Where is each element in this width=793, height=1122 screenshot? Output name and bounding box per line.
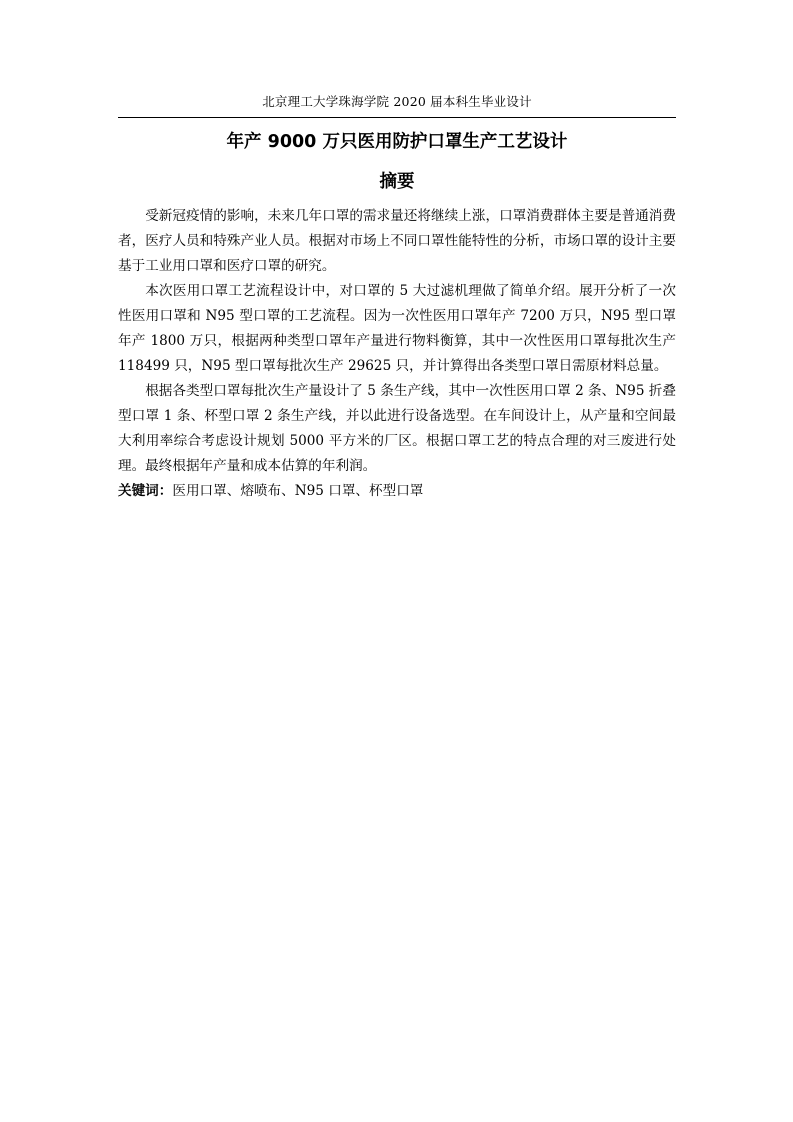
abstract-heading: 摘要	[379, 172, 415, 192]
running-header: 北京理工大学珠海学院 2020 届本科生毕业设计	[262, 94, 532, 109]
header-divider	[118, 117, 676, 118]
keywords-list: 医用口罩、熔喷布、N95 口罩、杯型口罩	[172, 483, 424, 499]
keywords-label: 关键词：	[118, 483, 173, 499]
abstract-paragraph-3: 根据各类型口罩每批次生产量设计了 5 条生产线，其中一次性医用口罩 2 条、N95 折叠型口罩 1 条、杯型口罩 2 条生产线，并以此进行设备选型。在车间设计上，从产量和空间最大利用率综合考虑设计规划 5000 平方米的厂区。根据口罩工艺的特点合理的对三废进行处理。最终根据年产量和成本估算的年利润。	[118, 383, 676, 474]
abstract-paragraph-1: 受新冠疫情的影响，未来几年口罩的需求量还将继续上涨，口罩消费群体主要是普通消费者，医疗人员和特殊产业人员。根据对市场上不同口罩性能特性的分析，市场口罩的设计主要基于工业用口罩和医疗口罩的研究。	[118, 208, 676, 274]
abstract-body	[118, 204, 676, 504]
thesis-title: 年产 9000 万只医用防护口罩生产工艺设计	[226, 132, 568, 152]
keywords-line	[118, 479, 676, 504]
abstract-paragraph-2: 本次医用口罩工艺流程设计中，对口罩的 5 大过滤机理做了简单介绍。展开分析了一次性医用口罩和 N95 型口罩的工艺流程。因为一次性医用口罩年产 7200 万只，N95 型口罩年产 1800 万只，根据两种类型口罩年产量进行物料衡算，其中一次性医用口罩每批次生产 118499 只，N95 型口罩每批次生产 29625 只，并计算得出各类型口罩日需原材料总量。	[118, 283, 676, 374]
